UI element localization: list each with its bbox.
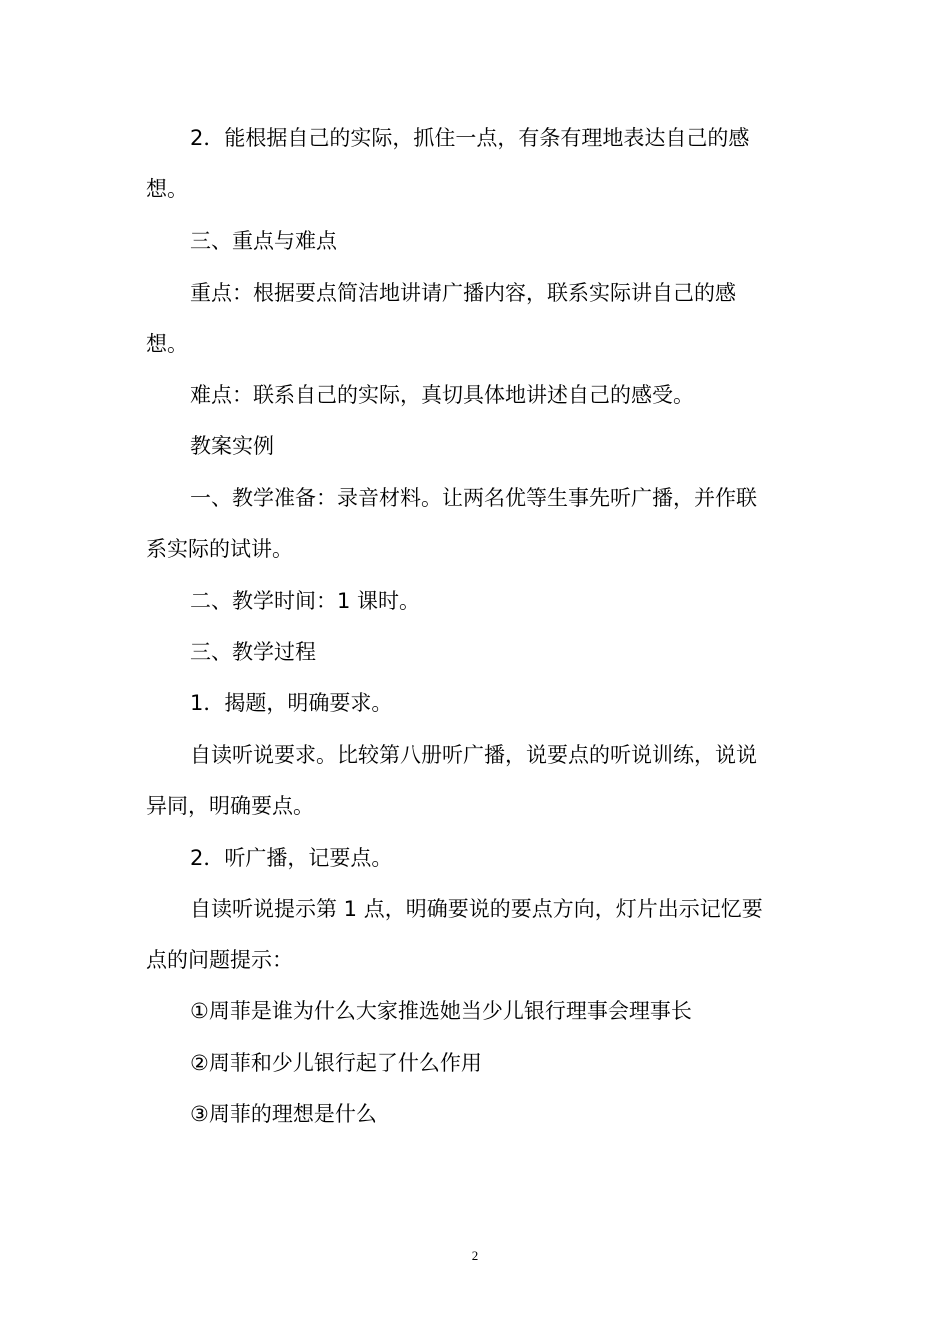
section-heading: 三、教学过程 (190, 640, 316, 664)
paragraph-line: 想。 (146, 332, 188, 356)
paragraph-line: 2．能根据自己的实际，抓住一点，有条有理地表达自己的感 (190, 126, 750, 150)
paragraph-line: 难点：联系自己的实际，真切具体地讲述自己的感受。 (190, 383, 694, 407)
section-heading: 三、重点与难点 (190, 229, 337, 253)
paragraph-line: 异同，明确要点。 (146, 794, 314, 818)
section-heading: 教案实例 (190, 434, 274, 458)
paragraph-line: 重点：根据要点简洁地讲请广播内容，联系实际讲自己的感 (190, 281, 736, 305)
paragraph-line: 自读听说要求。比较第八册听广播，说要点的听说训练，说说 (190, 743, 757, 767)
paragraph-line: 自读听说提示第 1 点，明确要说的要点方向，灯片出示记忆要 (190, 897, 763, 921)
list-item: ①周菲是谁为什么大家推选她当少儿银行理事会理事长 (190, 999, 692, 1023)
paragraph-line: 想。 (146, 177, 188, 201)
paragraph-line: 2．听广播，记要点。 (190, 846, 393, 870)
paragraph-line: 点的问题提示： (146, 948, 293, 972)
paragraph-line: 1．揭题，明确要求。 (190, 691, 393, 715)
paragraph-line: 系实际的试讲。 (146, 537, 293, 561)
paragraph-line: 一、教学准备：录音材料。让两名优等生事先听广播，并作联 (190, 486, 757, 510)
list-item: ③周菲的理想是什么 (190, 1102, 377, 1126)
page-number: 2 (471, 1248, 479, 1263)
paragraph-line: 二、教学时间：1 课时。 (190, 589, 421, 613)
list-item: ②周菲和少儿银行起了什么作用 (190, 1051, 482, 1075)
